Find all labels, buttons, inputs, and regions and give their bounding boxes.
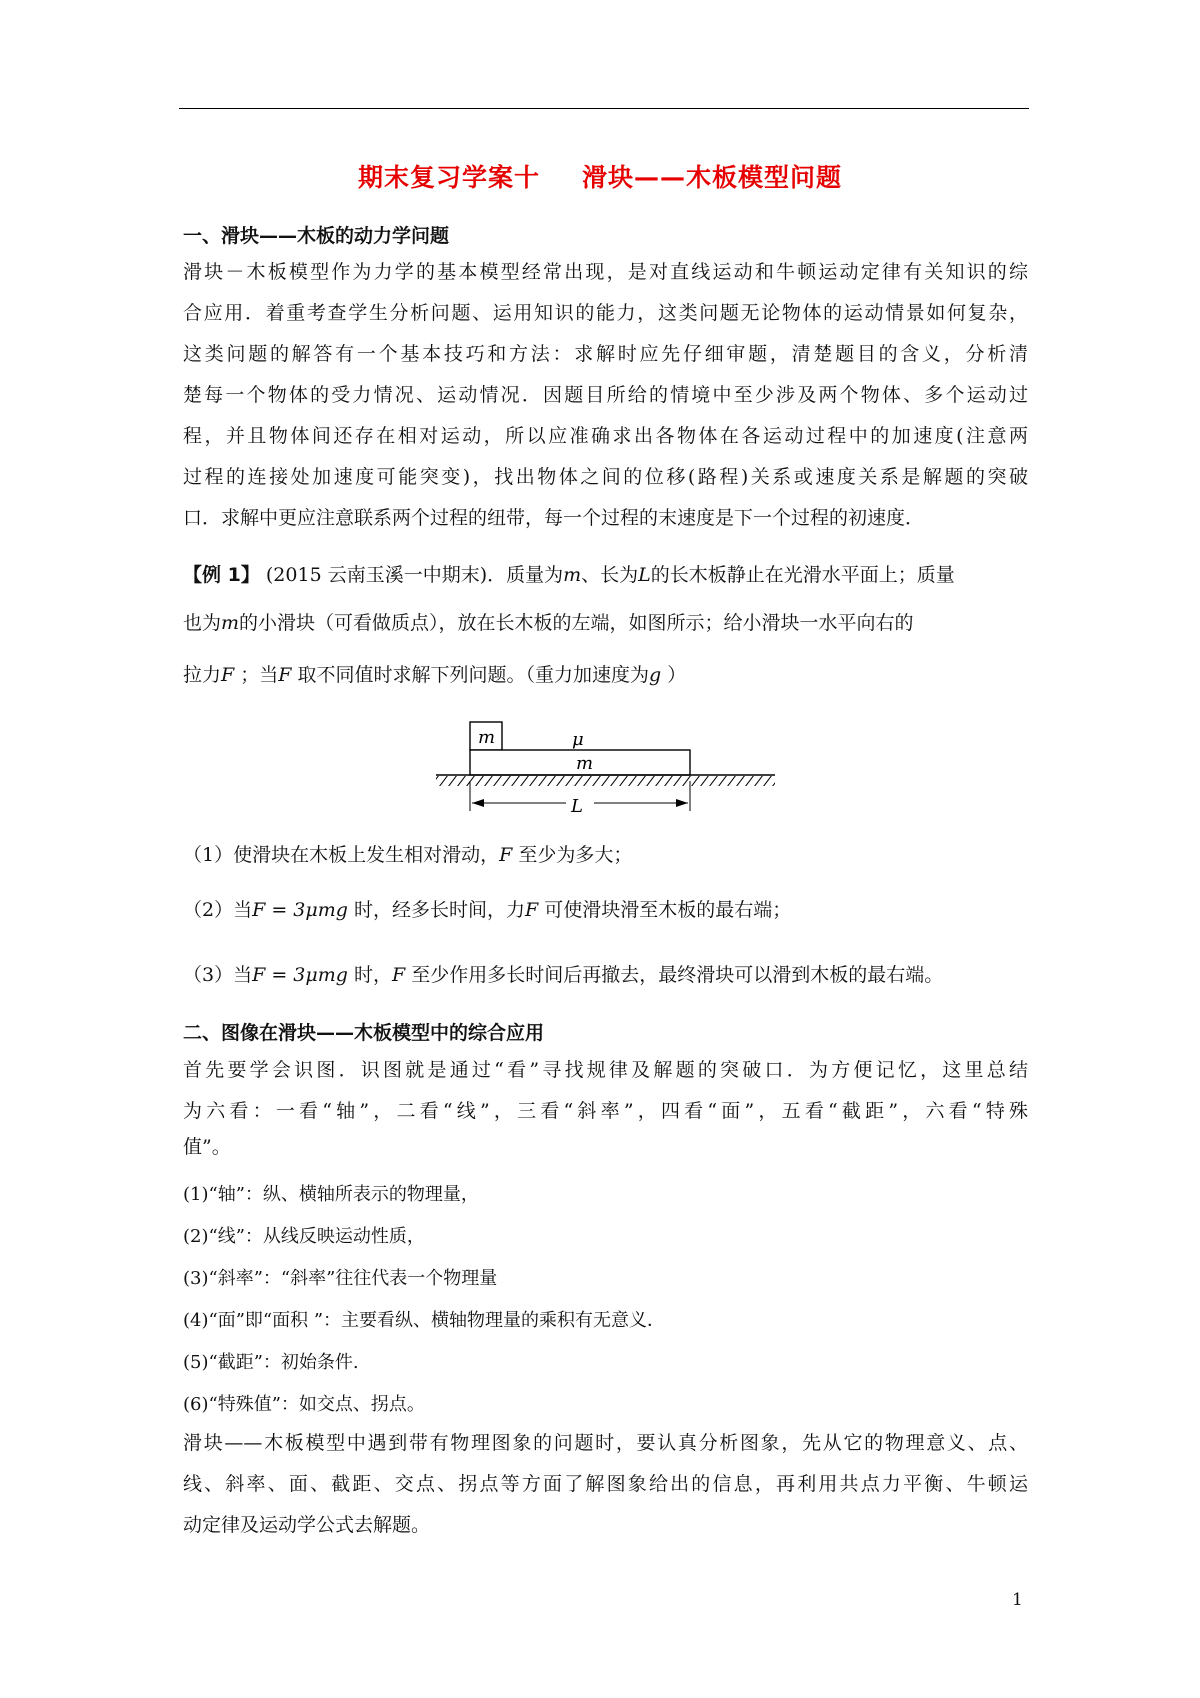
section1-heading: 一、滑块——木板的动力学问题 [183, 225, 450, 247]
list-item: (6)“特殊值”：如交点、拐点。 [183, 1394, 425, 1415]
question-3: （3）当F = 3μmg 时，F 至少作用多长时间后再撤去，最终滑块可以滑到木板的最右端。 [183, 964, 944, 986]
page-number: 1 [1012, 1590, 1023, 1610]
section1-line-6: 过程的连接处加速度可能突变)，找出物体之间的位移(路程)关系或速度关系是解题的突破 [183, 466, 1028, 488]
section2-outro-2: 线、斜率、面、截距、交点、拐点等方面了解图象给出的信息，再利用共点力平衡、牛顿运 [183, 1473, 1028, 1495]
title-right: 滑块——木板模型问题 [582, 163, 843, 192]
section1-line-3: 这类问题的解答有一个基本技巧和方法：求解时应先仔细审题，清楚题目的含义，分析清 [183, 343, 1028, 365]
question-1: （1）使滑块在木板上发生相对滑动，F 至少为多大； [183, 844, 633, 866]
section1-line-1: 滑块－木板模型作为力学的基本模型经常出现，是对直线运动和牛顿运动定律有关知识的综 [183, 261, 1028, 283]
page-title [0, 158, 1200, 194]
section2-outro-1: 滑块——木板模型中遇到带有物理图象的问题时，要认真分析图象，先从它的物理意义、点、 [183, 1432, 1028, 1454]
section2-outro-3: 动定律及运动学公式去解题。 [183, 1514, 431, 1536]
board-label: m [576, 753, 594, 774]
section1-line-5: 程，并且物体间还存在相对运动，所以应准确求出各物体在各运动过程中的加速度(注意两 [183, 425, 1028, 447]
block-label: m [478, 727, 496, 748]
section2-intro-3: 值”。 [183, 1136, 231, 1158]
section1-line-2: 合应用．着重考查学生分析问题、运用知识的能力，这类问题无论物体的运动情景如何复杂， [183, 302, 1028, 324]
header-rule [179, 108, 1029, 109]
list-item: (5)“截距”：初始条件. [183, 1352, 359, 1373]
example-line-1: 【例 1】 (2015 云南玉溪一中期末)．质量为m、长为L的长木板静止在光滑水平面上；质量 [183, 564, 955, 586]
title-left: 期末复习学案十 [357, 163, 540, 192]
section2-intro-2: 为六看：一看“轴”，二看“线”，三看“斜率”，四看“面”，五看“截距”，六看“特殊 [183, 1100, 1028, 1122]
list-item: (3)“斜率”：“斜率”往往代表一个物理量 [183, 1268, 498, 1289]
example-label: 【例 1】 [183, 564, 260, 586]
section1-line-7: 口．求解中更应注意联系两个过程的纽带，每一个过程的末速度是下一个过程的初速度． [183, 507, 925, 529]
friction-label: μ [572, 729, 584, 750]
section1-line-4: 楚每一个物体的受力情况、运动情况．因题目所给的情境中至少涉及两个物体、多个运动过 [183, 384, 1028, 406]
list-item: (2)“线”：从线反映运动性质， [183, 1226, 425, 1247]
length-label: L [571, 796, 583, 815]
example-line-3: 拉力F ；当F 取不同值时求解下列问题。（重力加速度为g ） [183, 664, 687, 686]
slider-board-figure [430, 715, 780, 815]
question-2: （2）当F = 3μmg 时，经多长时间，力F 可使滑块滑至木板的最右端； [183, 899, 792, 921]
section2-heading: 二、图像在滑块——木板模型中的综合应用 [183, 1022, 545, 1044]
example-line-2: 也为m的小滑块（可看做质点），放在长木板的左端，如图所示；给小滑块一水平向右的 [183, 612, 914, 634]
list-item: (4)“面”即“面积 ”：主要看纵、横轴物理量的乘积有无意义． [183, 1310, 666, 1331]
list-item: (1)“轴”：纵、横轴所表示的物理量， [183, 1184, 479, 1205]
ground-hatching [436, 776, 775, 786]
section2-intro-1: 首先要学会识图．识图就是通过“看”寻找规律及解题的突破口．为方便记忆，这里总结 [183, 1059, 1028, 1081]
